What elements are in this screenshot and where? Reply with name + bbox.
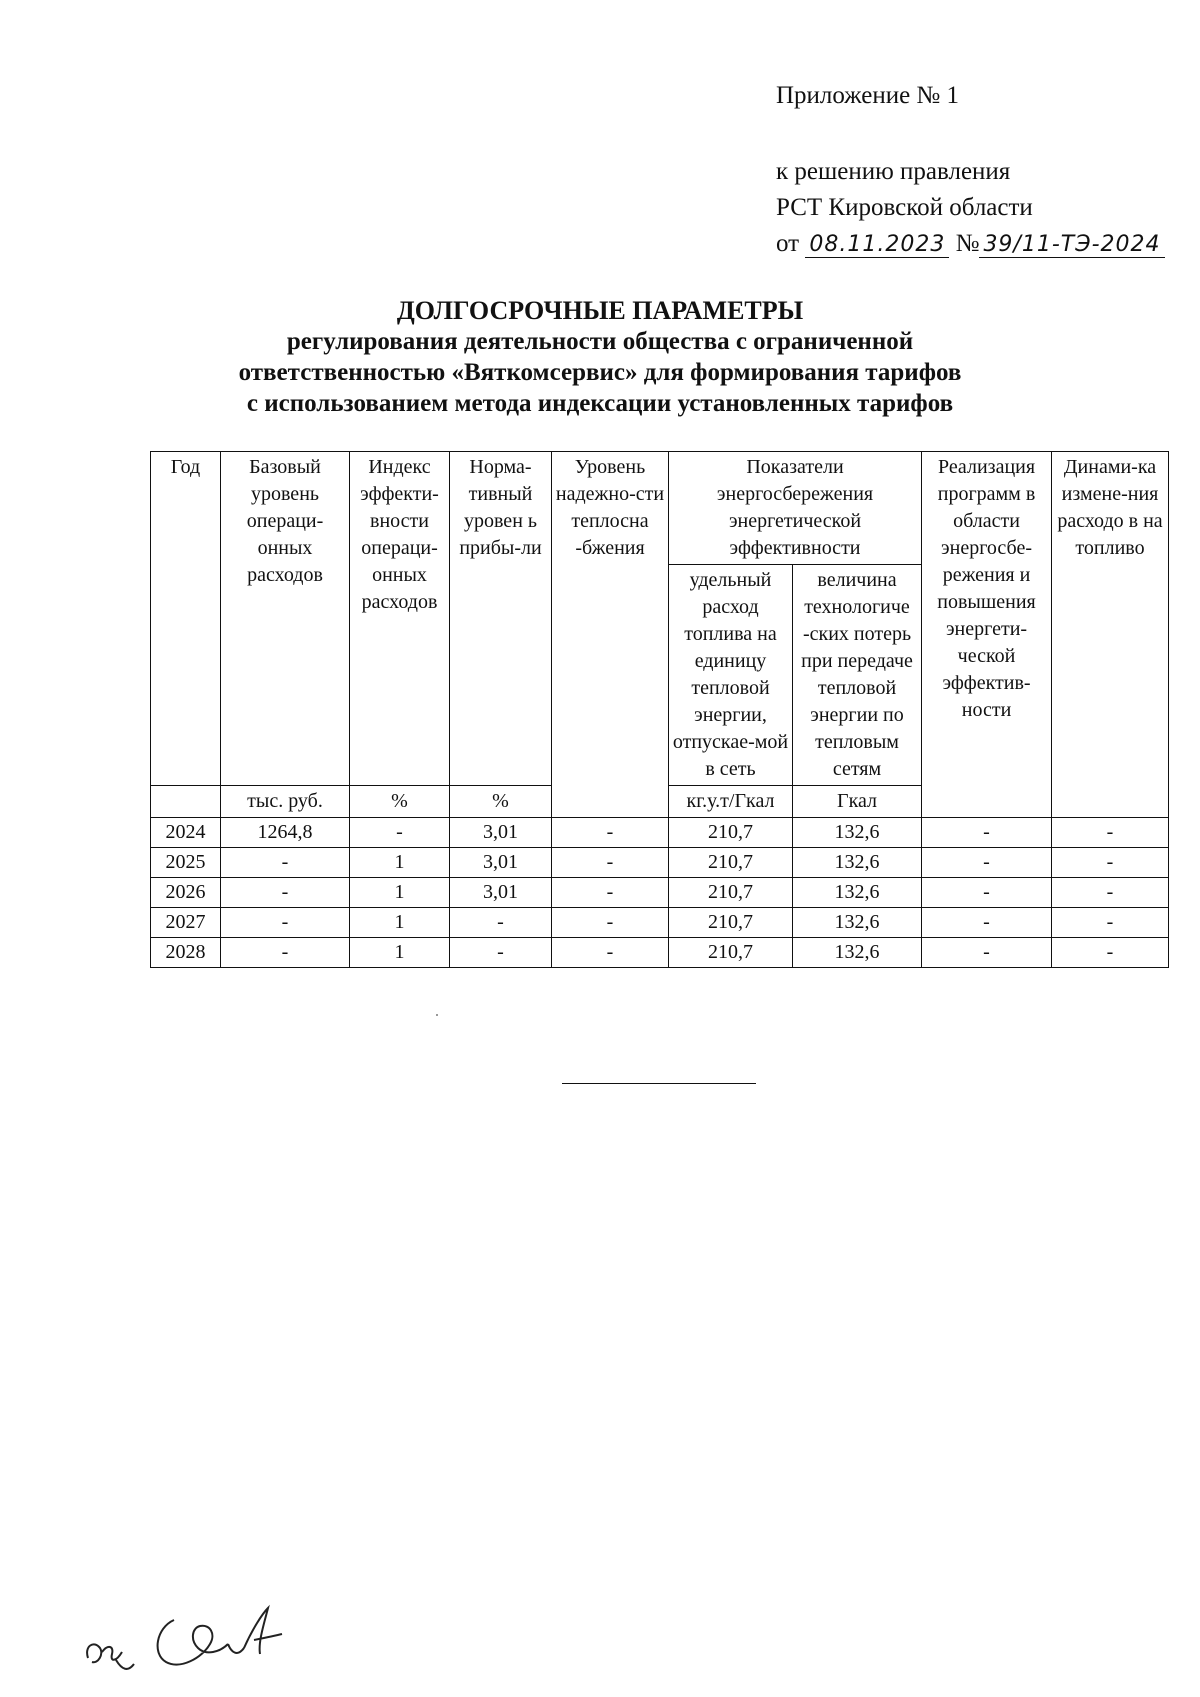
parameters-table xyxy=(150,451,1169,968)
header-year: Год xyxy=(151,452,221,786)
unit-tech-losses: Гкал xyxy=(793,786,922,818)
cell-losses: 132,6 xyxy=(793,848,922,878)
cell-index: 1 xyxy=(350,908,450,938)
cell-losses: 132,6 xyxy=(793,908,922,938)
table-row xyxy=(151,848,1169,878)
cell-base: - xyxy=(221,908,350,938)
cell-programs: - xyxy=(922,908,1052,938)
cell-base: - xyxy=(221,938,350,968)
cell-dynamics: - xyxy=(1052,938,1169,968)
table-row xyxy=(151,818,1169,848)
header-reliability: Уровень надежно-сти теплосна -бжения xyxy=(552,452,669,818)
cell-profit: - xyxy=(450,938,552,968)
handwritten-date: 08.11.2023 xyxy=(805,232,949,258)
unit-specific-fuel: кг.у.т/Гкал xyxy=(669,786,793,818)
title-main: ДОЛГОСРОЧНЫЕ ПАРАМЕТРЫ xyxy=(396,296,804,325)
cell-losses: 132,6 xyxy=(793,938,922,968)
header-specific-fuel: удельный расход топлива на единицу тепловой энергии, отпускае-мой в сеть xyxy=(669,565,793,786)
cell-profit: - xyxy=(450,908,552,938)
title-line-1: регулирования деятельности общества с ограниченной xyxy=(286,328,914,355)
cell-reliability: - xyxy=(552,848,669,878)
cell-programs: - xyxy=(922,938,1052,968)
cell-reliability: - xyxy=(552,878,669,908)
unit-base-level: тыс. руб. xyxy=(221,786,350,818)
scan-speck xyxy=(436,1014,438,1016)
number-sign: № xyxy=(955,230,980,257)
cell-losses: 132,6 xyxy=(793,818,922,848)
attachment-block xyxy=(776,78,1165,263)
cell-dynamics: - xyxy=(1052,848,1169,878)
unit-normative-profit: % xyxy=(450,786,552,818)
header-base-level: Базовый уровень операци-онных расходов xyxy=(221,452,350,786)
header-tech-losses: величина технологиче -ских потерь при передаче тепловой энергии по тепловым сетям xyxy=(793,565,922,786)
cell-index: 1 xyxy=(350,848,450,878)
title-line-3: с использованием метода индексации установленных тарифов xyxy=(246,390,954,417)
cell-programs: - xyxy=(922,878,1052,908)
handwritten-number: 39/11-ТЭ-2024 xyxy=(979,232,1164,258)
cell-index: 1 xyxy=(350,938,450,968)
table-row xyxy=(151,938,1169,968)
cell-losses: 132,6 xyxy=(793,878,922,908)
cell-fuel: 210,7 xyxy=(669,908,793,938)
unit-year-empty xyxy=(151,786,221,818)
cell-profit: 3,01 xyxy=(450,818,552,848)
handwritten-signature xyxy=(82,1600,312,1680)
cell-fuel: 210,7 xyxy=(669,878,793,908)
cell-year: 2027 xyxy=(151,908,221,938)
table-row xyxy=(151,878,1169,908)
document-title xyxy=(60,295,1140,419)
decision-reference: к решению правления xyxy=(776,158,1011,185)
attachment-number: Приложение № 1 xyxy=(776,82,960,109)
cell-programs: - xyxy=(922,818,1052,848)
header-efficiency-index: Индекс эффекти-вности операци-онных расходов xyxy=(350,452,450,786)
header-fuel-dynamics: Динами-ка измене-ния расходо в на топливо xyxy=(1052,452,1169,818)
cell-fuel: 210,7 xyxy=(669,818,793,848)
header-row-1 xyxy=(151,452,1169,565)
cell-fuel: 210,7 xyxy=(669,938,793,968)
cell-programs: - xyxy=(922,848,1052,878)
table-row xyxy=(151,908,1169,938)
cell-base: - xyxy=(221,878,350,908)
cell-index: - xyxy=(350,818,450,848)
cell-dynamics: - xyxy=(1052,878,1169,908)
cell-profit: 3,01 xyxy=(450,878,552,908)
cell-index: 1 xyxy=(350,878,450,908)
cell-dynamics: - xyxy=(1052,818,1169,848)
cell-year: 2024 xyxy=(151,818,221,848)
header-programs: Реализация программ в области энергосбе-режения и повышения энергети-ческой эффектив-ности xyxy=(922,452,1052,818)
cell-year: 2028 xyxy=(151,938,221,968)
cell-year: 2025 xyxy=(151,848,221,878)
header-normative-profit: Норма-тивный уровен ь прибы-ли xyxy=(450,452,552,786)
cell-year: 2026 xyxy=(151,878,221,908)
cell-reliability: - xyxy=(552,818,669,848)
cell-profit: 3,01 xyxy=(450,848,552,878)
end-of-document-line xyxy=(562,1083,756,1084)
decision-date-line xyxy=(776,226,1165,263)
authority-name: РСТ Кировской области xyxy=(776,194,1033,221)
cell-reliability: - xyxy=(552,938,669,968)
cell-base: - xyxy=(221,848,350,878)
cell-dynamics: - xyxy=(1052,908,1169,938)
unit-efficiency-index: % xyxy=(350,786,450,818)
cell-base: 1264,8 xyxy=(221,818,350,848)
cell-fuel: 210,7 xyxy=(669,848,793,878)
title-line-2: ответственностью «Вяткомсервис» для формирования тарифов xyxy=(238,359,962,386)
header-energy-indicators: Показатели энергосбережения энергетической эффективности xyxy=(669,452,922,565)
from-label: от xyxy=(776,230,800,257)
cell-reliability: - xyxy=(552,908,669,938)
